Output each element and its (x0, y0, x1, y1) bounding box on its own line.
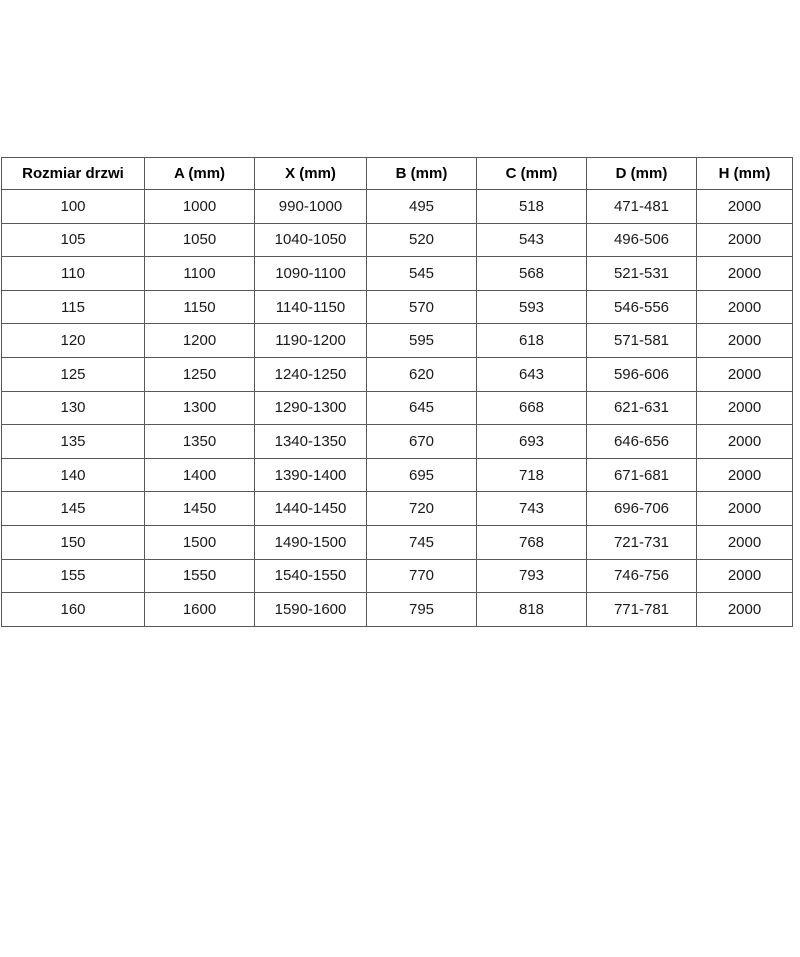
table-cell: 746-756 (587, 559, 697, 593)
table-cell: 518 (477, 190, 587, 224)
table-cell: 2000 (697, 223, 793, 257)
door-size-table (1, 157, 793, 627)
table-cell: 2000 (697, 425, 793, 459)
table-cell: 595 (367, 324, 477, 358)
table-cell: 793 (477, 559, 587, 593)
table-cell: 2000 (697, 525, 793, 559)
table-cell: 693 (477, 425, 587, 459)
table-cell: 593 (477, 290, 587, 324)
table-cell: 110 (2, 257, 145, 291)
table-cell: 720 (367, 492, 477, 526)
table-cell: 1450 (145, 492, 255, 526)
table-cell: 768 (477, 525, 587, 559)
table-cell: 1350 (145, 425, 255, 459)
table-cell: 125 (2, 357, 145, 391)
table-cell: 135 (2, 425, 145, 459)
table-row (2, 324, 793, 358)
table-cell: 150 (2, 525, 145, 559)
table-cell: 115 (2, 290, 145, 324)
table-cell: 1090-1100 (255, 257, 367, 291)
table-row (2, 357, 793, 391)
table-cell: 671-681 (587, 458, 697, 492)
table-cell: 1140-1150 (255, 290, 367, 324)
table-cell: 145 (2, 492, 145, 526)
column-header: C (mm) (477, 158, 587, 190)
table-cell: 571-581 (587, 324, 697, 358)
table-cell: 105 (2, 223, 145, 257)
table-cell: 2000 (697, 559, 793, 593)
column-header: H (mm) (697, 158, 793, 190)
table-cell: 668 (477, 391, 587, 425)
table-cell: 2000 (697, 458, 793, 492)
table-cell: 620 (367, 357, 477, 391)
table-cell: 546-556 (587, 290, 697, 324)
table-cell: 643 (477, 357, 587, 391)
table-cell: 1540-1550 (255, 559, 367, 593)
table-cell: 2000 (697, 357, 793, 391)
table-cell: 1590-1600 (255, 593, 367, 627)
table-cell: 695 (367, 458, 477, 492)
table-cell: 2000 (697, 492, 793, 526)
table-cell: 1200 (145, 324, 255, 358)
table-cell: 520 (367, 223, 477, 257)
table-cell: 1000 (145, 190, 255, 224)
table-cell: 745 (367, 525, 477, 559)
table-row (2, 190, 793, 224)
table-cell: 770 (367, 559, 477, 593)
table-cell: 1040-1050 (255, 223, 367, 257)
table-cell: 1050 (145, 223, 255, 257)
table-cell: 721-731 (587, 525, 697, 559)
page (0, 157, 800, 957)
table-cell: 155 (2, 559, 145, 593)
column-header: B (mm) (367, 158, 477, 190)
header-row (2, 158, 793, 190)
table-cell: 1550 (145, 559, 255, 593)
table-cell: 818 (477, 593, 587, 627)
table-cell: 1190-1200 (255, 324, 367, 358)
table-cell: 2000 (697, 290, 793, 324)
table-cell: 521-531 (587, 257, 697, 291)
table-cell: 1600 (145, 593, 255, 627)
table-cell: 2000 (697, 190, 793, 224)
table-cell: 646-656 (587, 425, 697, 459)
table-cell: 570 (367, 290, 477, 324)
table-row (2, 425, 793, 459)
column-header: X (mm) (255, 158, 367, 190)
table-cell: 471-481 (587, 190, 697, 224)
table-cell: 160 (2, 593, 145, 627)
table-cell: 2000 (697, 593, 793, 627)
table-cell: 1340-1350 (255, 425, 367, 459)
table-row (2, 290, 793, 324)
table-row (2, 223, 793, 257)
table-row (2, 559, 793, 593)
table-cell: 1300 (145, 391, 255, 425)
table-cell: 1390-1400 (255, 458, 367, 492)
table-cell: 568 (477, 257, 587, 291)
table-cell: 990-1000 (255, 190, 367, 224)
column-header: D (mm) (587, 158, 697, 190)
table-cell: 670 (367, 425, 477, 459)
table-cell: 1400 (145, 458, 255, 492)
column-header: Rozmiar drzwi (2, 158, 145, 190)
table-row (2, 593, 793, 627)
column-header: A (mm) (145, 158, 255, 190)
table-row (2, 492, 793, 526)
table-cell: 743 (477, 492, 587, 526)
table-cell: 2000 (697, 324, 793, 358)
table-row (2, 257, 793, 291)
table-cell: 1100 (145, 257, 255, 291)
table-cell: 1440-1450 (255, 492, 367, 526)
table-cell: 545 (367, 257, 477, 291)
table-row (2, 391, 793, 425)
table-cell: 596-606 (587, 357, 697, 391)
table-row (2, 525, 793, 559)
table-cell: 496-506 (587, 223, 697, 257)
table-cell: 130 (2, 391, 145, 425)
table-cell: 2000 (697, 257, 793, 291)
table-cell: 100 (2, 190, 145, 224)
table-cell: 621-631 (587, 391, 697, 425)
table-cell: 2000 (697, 391, 793, 425)
table-cell: 543 (477, 223, 587, 257)
table-row (2, 458, 793, 492)
table-cell: 1500 (145, 525, 255, 559)
table-cell: 795 (367, 593, 477, 627)
table-cell: 718 (477, 458, 587, 492)
table-cell: 771-781 (587, 593, 697, 627)
table-cell: 1290-1300 (255, 391, 367, 425)
table-cell: 1240-1250 (255, 357, 367, 391)
table-cell: 645 (367, 391, 477, 425)
table-cell: 140 (2, 458, 145, 492)
table-cell: 1150 (145, 290, 255, 324)
table-body (2, 190, 793, 627)
table-cell: 120 (2, 324, 145, 358)
table-cell: 1250 (145, 357, 255, 391)
table-cell: 696-706 (587, 492, 697, 526)
table-cell: 495 (367, 190, 477, 224)
table-cell: 1490-1500 (255, 525, 367, 559)
table-cell: 618 (477, 324, 587, 358)
